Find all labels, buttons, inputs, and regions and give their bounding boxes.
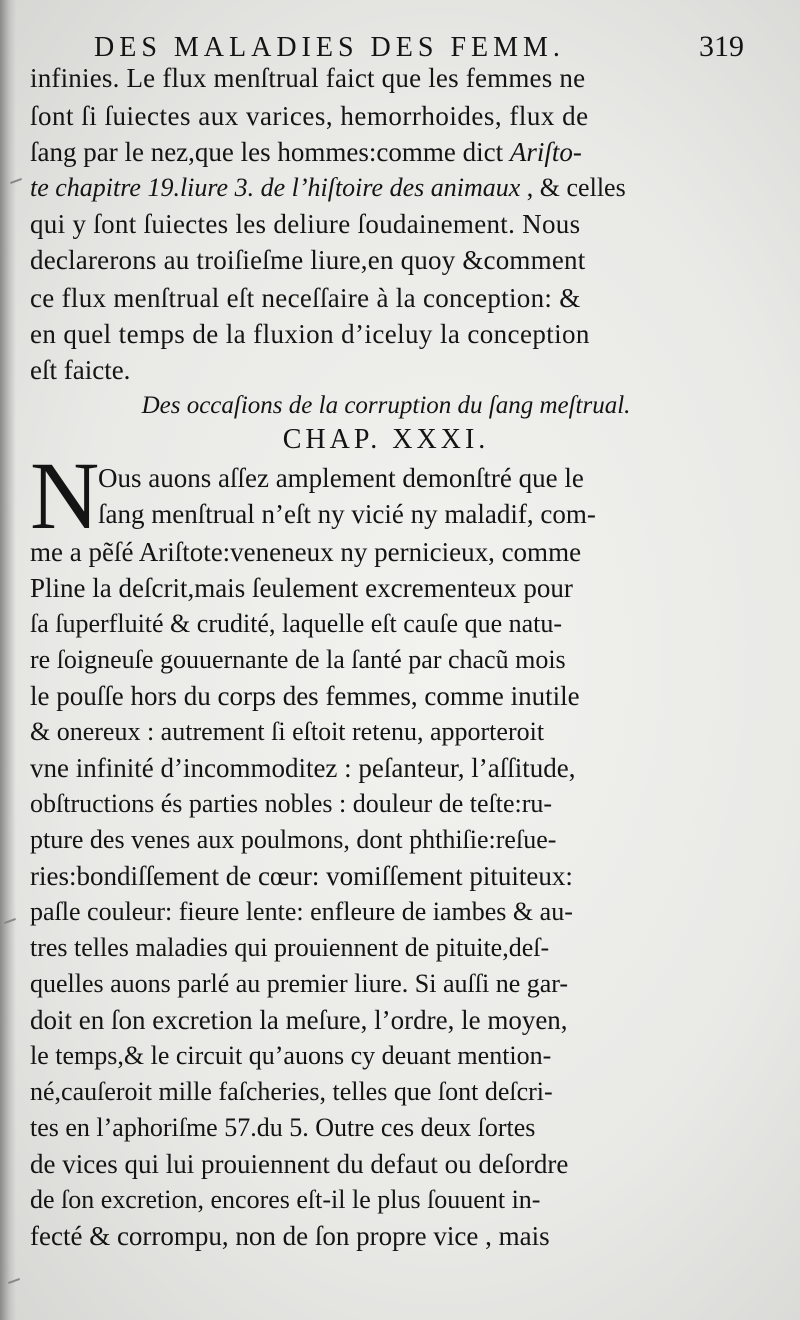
text-line: vne infinité d’incommoditez : peſanteur, l’aſſitude, [30,753,576,783]
text-line: ce flux menſtrual eſt neceſſaire à la conception: & [30,283,581,313]
text-line: doit en ſon excretion la meſure, l’ordre, le moyen, [30,1005,568,1035]
text-line: ſang menſtrual n’eſt ny vicié ny maladif, com- [98,499,596,529]
text-line: pture des venes aux poulmons, dont phthiſie:reſue- [30,825,557,854]
text-line: declarerons au troiſieſme liure,en quoy &comment [30,245,586,275]
text-line: né,cauſeroit mille faſcheries, telles que ſont deſcri- [30,1077,553,1106]
page-gutter-shadow [0,0,16,1320]
chapter-heading: CHAP. XXXI. [282,424,490,455]
text-line: ſont ſi ſuiectes aux varices, hemorrhoides, flux de [30,101,589,131]
text-segment: Ariſto- [509,137,582,167]
section-title: Des occaſions de la corruption du ſang meſtrual. [141,392,631,419]
text-segment: , & celles [526,173,626,202]
text-line: paſle couleur: fieure lente: enfleure de iambes & au- [30,897,573,926]
text-line: ries:bondiſſement de cœur: vomiſſement pituiteux: [30,861,573,891]
text-line: ſa ſuperfluité & crudité, laquelle eſt cauſe que natu- [30,609,563,638]
text-line: quelles auons parlé au premier liure. Si auſſi ne gar- [30,969,569,998]
text-line: le temps,& le circuit qu’auons cy deuant mention- [30,1041,552,1070]
text-line [30,136,742,168]
text-block [30,0,742,1320]
text-line: & onereux : autrement ſi eſtoit retenu, apporteroit [30,717,545,746]
text-line: de ſon excretion, encores eſt-il le plus ſouuent in- [30,1185,541,1214]
text-line: en quel temps de la fluxion d’iceluy la conception [30,319,590,349]
text-line: obſtructions és parties nobles : douleur de teſte:ru- [30,789,553,818]
text-line: qui y ſont ſuiectes les deliure ſoudainement. Nous [30,209,581,239]
text-line [30,172,742,204]
text-line: le pouſſe hors du corps des femmes, comme inutile [30,681,580,711]
text-line: de vices qui lui prouiennent du defaut ou deſordre [30,1149,569,1179]
text-segment: te [30,173,49,202]
text-line: Pline la deſcrit,mais ſeulement excrementeux pour [30,573,573,603]
text-segment: ſang par le nez,que les hommes:comme dict [30,137,504,167]
text-line: me a pẽſé Ariſtote:veneneux ny pernicieux, comme [30,537,582,567]
text-line: tres telles maladies qui prouiennent de pituite,deſ- [30,933,550,962]
drop-cap: N [30,442,100,549]
text-line: tes en l’aphoriſme 57.du 5. Outre ces deux ſortes [30,1113,536,1142]
page-number: 319 [699,30,744,63]
text-line: eſt faicte. [30,355,131,385]
text-line: re ſoigneuſe gouuernante de la ſanté par chacũ mois [30,645,566,674]
running-title: DES MALADIES DES FEMM. [94,32,565,63]
text-segment: chapitre 19.liure 3. de l’hiſtoire des animaux [55,173,521,202]
text-line: infinies. Le flux menſtrual faict que les femmes ne [30,63,586,93]
text-line: fecté & corrompu, non de ſon propre vice , mais [30,1221,550,1251]
text-line: Ous auons aſſez amplement demonſtré que le [98,463,584,493]
